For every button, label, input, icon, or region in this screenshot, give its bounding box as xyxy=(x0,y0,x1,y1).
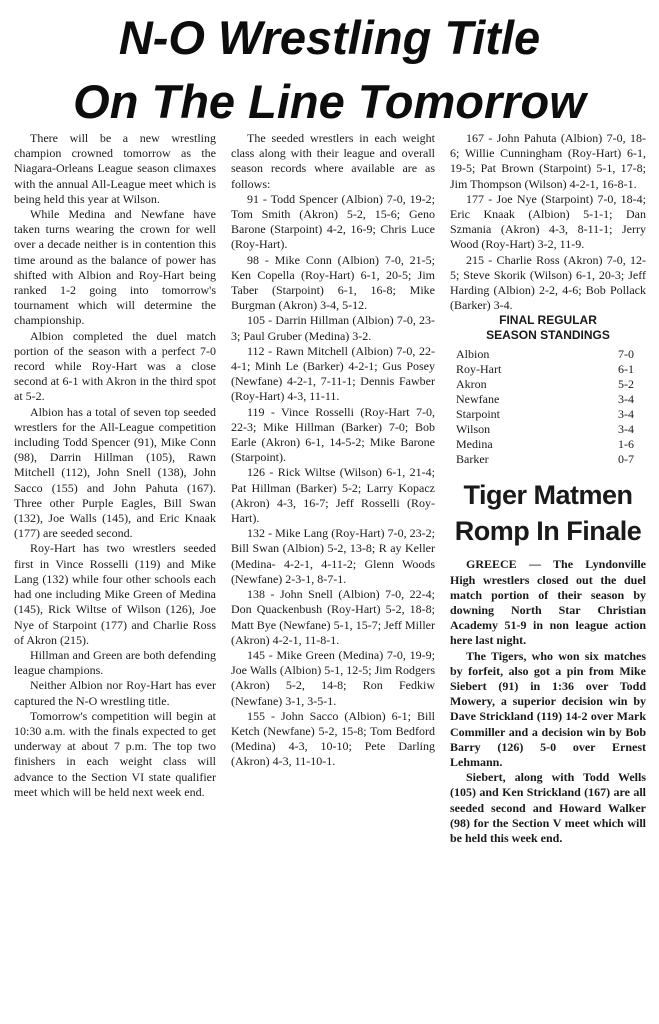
standings-record: 0-7 xyxy=(618,452,634,467)
article-paragraph: Siebert, along with Todd Wells (105) and Ken Strickland (167) are all seeded second and Howard Walker (98) for the Section V meet which will be held this week end. xyxy=(450,770,646,846)
standings-row xyxy=(456,437,634,452)
standings-table xyxy=(456,347,634,467)
standings-record: 1-6 xyxy=(618,437,634,452)
standings-row xyxy=(456,407,634,422)
weight-class-entry: 98 - Mike Conn (Albion) 7-0, 21-5; Ken Copella (Roy-Hart) 6-1, 20-5; Jim Taber (Starpoint) 6-1, 16-8; Mike Burgman (Akron) 3-4, 5-12. xyxy=(231,252,435,313)
weight-class-entry: 155 - John Sacco (Albion) 6-1; Bill Ketch (Newfane) 5-2, 15-8; Tom Bedford (Medina) 4-3, 10-10; Pete Darling (Akron) 4-3, 11-10-1. xyxy=(231,708,435,769)
article-paragraph: The seeded wrestlers in each weight class along with their league and overall season records where available are as follows: xyxy=(231,131,435,191)
standings-record: 6-1 xyxy=(618,362,634,377)
weight-class-entry: 138 - John Snell (Albion) 7-0, 22-4; Don Quackenbush (Roy-Hart) 5-2, 18-8; Matt Bye (Newfane) 5-1, 15-7; Jeff Miller (Akron) 4-2-1, 11-8-1. xyxy=(231,587,435,647)
standings-row xyxy=(456,422,634,437)
weight-class-entry: 91 - Todd Spencer (Albion) 7-0, 19-2; Tom Smith (Akron) 5-2, 15-6; Geno Barone (Starpoint) 4-2, 16-9; Chris Luce (Roy-Hart). xyxy=(231,191,435,252)
weight-class-entry: 215 - Charlie Ross (Akron) 7-0, 12-5; Steve Skorik (Wilson) 6-1, 20-3; Jeff Harding (Albion) 2-2, 4-6; Bob Pollack (Barker) 3-4. xyxy=(450,252,646,313)
article-paragraph: Tomorrow's competition will begin at 10:30 a.m. with the finals expected to get underway at about 7 p.m. The top two finishers in each weight class will advance to the Section VI state qualifier meet which will be held next week end. xyxy=(14,708,216,799)
standings-row xyxy=(456,362,634,377)
second-headline-line-2: Romp In Finale xyxy=(454,516,642,547)
standings-record: 3-4 xyxy=(618,422,634,437)
standings-record: 7-0 xyxy=(618,347,634,362)
standings-row xyxy=(456,377,634,392)
article-column-2 xyxy=(231,131,435,770)
standings-team: Newfane xyxy=(456,392,500,407)
standings-team: Barker xyxy=(456,452,489,467)
headline-line-1: N-O Wrestling Title xyxy=(118,11,541,64)
weight-class-entry: 132 - Mike Lang (Roy-Hart) 7-0, 23-2; Bill Swan (Albion) 5-2, 13-8; R ay Keller (Medina- 4-2-1, 4-11-2; Glenn Woods (Newfane) 2-3-1, 8-7-1. xyxy=(231,526,435,586)
article-paragraph: There will be a new wrestling champion crowned tomorrow as the Niagara-Orleans League season climaxes with the annual All-League meet which is being held this year at Wilson. xyxy=(14,131,216,206)
second-headline-line-1: Tiger Matmen xyxy=(463,480,633,511)
article-paragraph: While Medina and Newfane have taken turns wearing the crown for well over a decade neither is in contention this time around as the balance of power has shifted with Albion and Roy-Hart being ranked 1-2 going into tomorrow's tournament which will determine the championship. xyxy=(14,207,216,328)
standings-row xyxy=(456,347,634,362)
standings-record: 3-4 xyxy=(618,407,634,422)
article-paragraph: Hillman and Green are both defending league champions. xyxy=(14,647,216,678)
standings-team: Wilson xyxy=(456,422,491,437)
second-story-body xyxy=(450,557,646,846)
standings-record: 5-2 xyxy=(618,377,634,392)
standings-team: Akron xyxy=(456,377,487,392)
article-column-1 xyxy=(14,131,216,800)
weight-class-entry: 145 - Mike Green (Medina) 7-0, 19-9; Joe Walls (Albion) 5-1, 12-5; Jim Rodgers (Akron) 5-2, 14-8; Ron Fedkiw (Newfane) 3-1, 3-5-1. xyxy=(231,647,435,708)
standings-title-line-2: SEASON STANDINGS xyxy=(486,328,610,343)
article-paragraph: Albion completed the duel match portion of the season with a perfect 7-0 record while Roy-Hart was a close second at 6-1 with Akron in the third spot at 5-2. xyxy=(14,328,216,404)
standings-title-line-1: FINAL REGULAR xyxy=(499,313,597,328)
standings-team: Medina xyxy=(456,437,493,452)
weight-class-entry: 177 - Joe Nye (Starpoint) 7-0, 18-4; Eric Knaak (Albion) 5-1-1; Dan Szmania (Akron) 4-3, 8-11-1; Jerry Wood (Roy-Hart) 3-2, 11-9. xyxy=(450,191,646,252)
article-paragraph: Neither Albion nor Roy-Hart has ever captured the N-O wrestling title. xyxy=(14,678,216,708)
standings-row xyxy=(456,392,634,407)
weight-class-entry: 167 - John Pahuta (Albion) 7-0, 18-6; Willie Cunningham (Roy-Hart) 6-1, 19-5; Pat Brown (Starpoint) 5-1, 17-8; Jim Thompson (Wilson) 4-2-1, 16-8-1. xyxy=(450,131,646,191)
article-paragraph: GREECE — The Lyndonville High wrestlers closed out the duel match portion of their season by downing North Star Christian Academy 51-9 in non league action here last night. xyxy=(450,557,646,648)
standings-team: Starpoint xyxy=(456,407,500,422)
second-story-headline xyxy=(450,477,646,549)
weight-class-entry: 126 - Rick Wiltse (Wilson) 6-1, 21-4; Pat Hillman (Barker) 5-2; Larry Kopacz (Akron) 4-3, 16-7; Jeff Rosselli (Roy-Hart). xyxy=(231,465,435,526)
article-paragraph: Albion has a total of seven top seeded wrestlers for the All-League competition including Todd Spencer (91), Mike Conn (98), Darrin Hillman (105), Rawn Mitchell (112), John Snell (138), John Sacco (155) and John Pahuta (167). Three other Purple Eagles, Bill Swan (132), Joe Walls (145), and Eric Knaak (177) are seeded second. xyxy=(14,404,216,541)
article-paragraph: Roy-Hart has two wrestlers seeded first in Vince Rosselli (119) and Mike Lang (132) while four other schools each had one including Mike Green of Medina (145), Rick Wiltse of Wilson (126), Joe Nye of Starpoint (177) and Charlie Ross of Akron (215). xyxy=(14,541,216,647)
standings-team: Albion xyxy=(456,347,490,362)
weight-class-entry: 112 - Rawn Mitchell (Albion) 7-0, 22-4-1; Minh Le (Barker) 4-2-1; Gus Posey (Newfane) 4-2-1, 7-11-1; Dennis Fawber (Roy-Hart) 4-3, 11-11. xyxy=(231,343,435,404)
weight-class-entry: 105 - Darrin Hillman (Albion) 7-0, 23-3; Paul Gruber (Medina) 3-2. xyxy=(231,313,435,343)
standings-team: Roy-Hart xyxy=(456,362,502,377)
headline-line-2: On The Line Tomorrow xyxy=(73,75,586,128)
standings-row xyxy=(456,452,634,467)
article-paragraph: The Tigers, who won six matches by forfeit, also got a pin from Mike Siebert (91) in 1:36 over Todd Mowery, a superior decision win by Dave Strickland (119) 14-2 over Mark Commiller and a decision win by Bob Barry (126) 5-0 over Ernest Lehmann. xyxy=(450,648,646,770)
weight-class-entry: 119 - Vince Rosselli (Roy-Hart 7-0, 22-3; Mike Hillman (Barker) 7-0; Bob Earle (Akron) 6-1, 14-5-2; Mike Barone (Starpoint). xyxy=(231,404,435,465)
article-column-3 xyxy=(450,131,646,846)
standings-record: 3-4 xyxy=(618,392,634,407)
